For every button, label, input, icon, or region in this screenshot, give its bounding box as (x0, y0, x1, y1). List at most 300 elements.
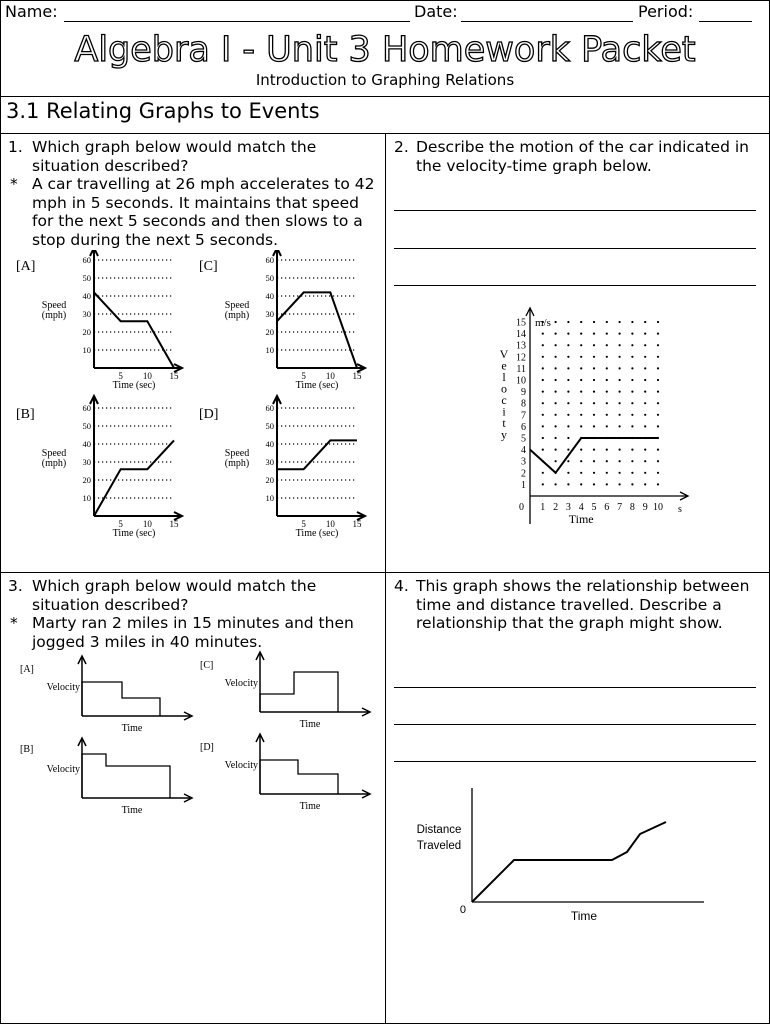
y-tick-label: 40 (265, 291, 274, 301)
grid-dot (555, 402, 557, 404)
grid-dot (619, 414, 621, 416)
grid-dot (542, 437, 544, 439)
q3-graph-B (20, 738, 192, 816)
grid-dot (593, 472, 595, 474)
grid-dot (631, 333, 633, 335)
grid-dot (619, 483, 621, 485)
y-tick-label: 10 (265, 345, 274, 355)
question-3 (8, 577, 378, 651)
y-axis-label-letter: t (502, 416, 506, 430)
grid-dot (619, 356, 621, 358)
y-tick-label: 60 (82, 403, 91, 413)
grid-dot (631, 472, 633, 474)
grid-dot (619, 321, 621, 323)
y-axis-label-letter: e (501, 358, 507, 373)
x-tick-label: 15 (352, 519, 362, 529)
grid-dot (657, 449, 659, 451)
grid-dot (644, 402, 646, 404)
grid-dot (580, 460, 582, 462)
y-tick-label: 50 (82, 273, 91, 283)
y-axis-label: Speed (224, 300, 250, 311)
y-tick-label: 13 (516, 340, 526, 352)
grid-dot (606, 414, 608, 416)
grid-dot (606, 391, 608, 393)
grid-dot (606, 472, 608, 474)
y-tick-label: 40 (265, 439, 274, 449)
grid-dot (606, 402, 608, 404)
grid-dot (593, 391, 595, 393)
y-tick-label: 7 (521, 410, 526, 422)
grid-dot (619, 344, 621, 346)
grid-dot (555, 425, 557, 427)
y-tick-label: 5 (521, 433, 526, 445)
y-tick-label: 3 (521, 456, 526, 468)
grid-dot (555, 344, 557, 346)
grid-dot (644, 425, 646, 427)
unit-label: m/s (535, 317, 551, 329)
q1-graphs (0, 250, 385, 550)
grid-dot (606, 425, 608, 427)
question-1 (8, 138, 378, 249)
grid-dot (644, 356, 646, 358)
y-tick-label: 20 (265, 475, 274, 485)
grid-dot (593, 367, 595, 369)
grid-dot (593, 321, 595, 323)
grid-dot (606, 333, 608, 335)
grid-dot (631, 367, 633, 369)
data-line (530, 438, 658, 473)
origin-label: 0 (519, 502, 524, 513)
x-axis-label: Time (sec) (295, 380, 339, 391)
grid-dot (631, 483, 633, 485)
grid-dot (555, 356, 557, 358)
name-field[interactable] (64, 21, 410, 22)
x-axis-label: Time (299, 719, 321, 730)
grid-dot (631, 391, 633, 393)
grid-dot (644, 344, 646, 346)
q2-answer-line-1[interactable] (394, 210, 756, 211)
grid-dot (644, 414, 646, 416)
q3-graphs (0, 648, 385, 828)
grid-dot (631, 344, 633, 346)
x-axis-label: Time (121, 723, 143, 734)
y-tick-label: 10 (265, 493, 274, 503)
grid-dot (567, 414, 569, 416)
q4-prompt: This graph shows the relationship between time and distance travelled. Describe a relationship that the graph might show. (416, 577, 750, 632)
x-tick-label: 3 (565, 502, 571, 513)
y-tick-label: 11 (516, 363, 526, 375)
y-tick-label: 20 (265, 327, 274, 337)
data-line (94, 440, 174, 516)
y-tick-label: 10 (516, 375, 526, 387)
y-tick-label: 14 (516, 329, 526, 341)
y-tick-label: 40 (82, 291, 91, 301)
grid-dot (542, 449, 544, 451)
x-tick-label: 5 (118, 371, 123, 381)
grid-dot (555, 333, 557, 335)
grid-dot (606, 356, 608, 358)
grid-dot (542, 356, 544, 358)
period-field[interactable] (699, 21, 752, 22)
step-line (82, 754, 170, 798)
x-tick-label: 5 (591, 502, 597, 513)
grid-dot (593, 344, 595, 346)
q2-number: 2. (394, 138, 409, 156)
grid-dot (580, 425, 582, 427)
q1-situation: A car travelling at 26 mph accelerates to 42 mph in 5 seconds. It maintains that speed for the next 5 seconds and then slows to a stop during the next 5 seconds. (32, 175, 375, 249)
x-unit-label: s (678, 504, 682, 515)
grid-dot (619, 449, 621, 451)
q3-bullet: * (10, 614, 18, 632)
grid-dot (606, 367, 608, 369)
page-subtitle: Introduction to Graphing Relations (255, 71, 515, 89)
x-axis-label: Time (sec) (112, 528, 156, 539)
q3-situation: Marty ran 2 miles in 15 minutes and then jogged 3 miles in 40 minutes. (32, 614, 354, 651)
grid-dot (593, 449, 595, 451)
grid-dot (580, 472, 582, 474)
y-tick-label: 30 (82, 309, 91, 319)
grid-dot (567, 402, 569, 404)
grid-dot (567, 356, 569, 358)
grid-dot (619, 460, 621, 462)
grid-dot (644, 367, 646, 369)
grid-dot (606, 344, 608, 346)
y-tick-label: 1 (521, 479, 526, 491)
divider-header (0, 96, 770, 97)
x-axis-label: Time (sec) (295, 528, 339, 539)
x-tick-label: 8 (629, 502, 635, 513)
grid-dot (657, 402, 659, 404)
grid-dot (567, 425, 569, 427)
q4-answer-line-3[interactable] (394, 761, 756, 762)
grid-dot (593, 402, 595, 404)
q1-number: 1. (8, 138, 23, 156)
grid-dot (580, 391, 582, 393)
data-line (277, 292, 357, 368)
y-tick-label: 9 (521, 387, 526, 399)
grid-dot (619, 391, 621, 393)
grid-dot (606, 483, 608, 485)
grid-dot (567, 437, 569, 439)
step-line (260, 760, 338, 794)
q1-prompt: Which graph below would match the situation described? (32, 138, 317, 175)
y-axis-label: Velocity (46, 682, 80, 693)
grid-dot (631, 414, 633, 416)
grid-dot (542, 391, 544, 393)
grid-dot (555, 379, 557, 381)
grid-dot (644, 449, 646, 451)
grid-dot (644, 391, 646, 393)
y-axis-label: Velocity (224, 760, 258, 771)
x-tick-label: 10 (142, 371, 152, 381)
x-axis-label: Time (121, 805, 143, 816)
grid-dot (567, 333, 569, 335)
y-axis-label: (mph) (224, 458, 250, 469)
y-tick-label: 30 (265, 309, 274, 319)
grid-dot (606, 379, 608, 381)
grid-dot (657, 414, 659, 416)
grid-dot (619, 333, 621, 335)
grid-dot (567, 367, 569, 369)
y-tick-label: 60 (265, 403, 274, 413)
grid-dot (567, 321, 569, 323)
grid-dot (567, 449, 569, 451)
grid-dot (657, 344, 659, 346)
grid-dot (542, 333, 544, 335)
x-tick-label: 10 (653, 502, 663, 513)
q3-graph-C (200, 652, 370, 730)
grid-dot (542, 472, 544, 474)
q2-answer-line-2[interactable] (394, 248, 756, 249)
grid-dot (555, 449, 557, 451)
y-axis-label-letter: i (502, 404, 506, 419)
x-tick-label: 10 (325, 371, 335, 381)
grid-dot (567, 391, 569, 393)
grid-dot (631, 425, 633, 427)
grid-dot (606, 449, 608, 451)
grid-dot (619, 402, 621, 404)
y-axis-label-letter: l (502, 370, 506, 384)
y-axis-label-letter: c (501, 393, 507, 407)
x-tick-label: 15 (352, 371, 362, 381)
grid-dot (593, 483, 595, 485)
y-tick-label: 50 (265, 421, 274, 431)
y-axis-label: (mph) (224, 310, 250, 321)
q3-prompt: Which graph below would match the situation described? (32, 577, 317, 614)
q1-graph-A (16, 250, 182, 391)
grid-dot (542, 402, 544, 404)
grid-dot (567, 344, 569, 346)
grid-dot (631, 356, 633, 358)
q3-graph-label: [D] (200, 742, 214, 753)
grid-dot (593, 414, 595, 416)
grid-dot (542, 483, 544, 485)
grid-dot (555, 321, 557, 323)
grid-dot (644, 460, 646, 462)
q1-graph-label: [D] (199, 407, 219, 422)
y-tick-label: 60 (82, 255, 91, 265)
y-tick-label: 12 (516, 352, 526, 364)
q4-number: 4. (394, 577, 409, 595)
grid-dot (542, 379, 544, 381)
period-label: Period: (638, 2, 694, 21)
x-axis-label: Time (sec) (112, 380, 156, 391)
x-tick-label: 15 (169, 519, 179, 529)
grid-dot (555, 437, 557, 439)
grid-dot (593, 356, 595, 358)
grid-dot (657, 425, 659, 427)
grid-dot (619, 367, 621, 369)
grid-dot (644, 333, 646, 335)
q1-graph-label: [B] (16, 407, 35, 422)
section-heading: 3.1 Relating Graphs to Events (6, 99, 320, 123)
x-axis-label: Time (568, 512, 594, 526)
y-axis-label-letter: V (499, 347, 509, 361)
grid-dot (567, 379, 569, 381)
y-axis-label: Velocity (224, 678, 258, 689)
grid-dot (593, 379, 595, 381)
grid-dot (580, 379, 582, 381)
grid-dot (542, 344, 544, 346)
q1-graph-label: [C] (199, 259, 218, 274)
grid-dot (593, 460, 595, 462)
grid-dot (580, 356, 582, 358)
grid-dot (555, 414, 557, 416)
x-axis-label: Time (299, 801, 321, 812)
q1-graph-label: [A] (16, 259, 36, 274)
data-line (277, 440, 357, 469)
question-4 (394, 577, 762, 633)
x-tick-label: 10 (325, 519, 335, 529)
x-tick-label: 10 (142, 519, 152, 529)
grid-dot (542, 414, 544, 416)
y-tick-label: 15 (516, 317, 526, 329)
grid-dot (567, 472, 569, 474)
q4-answer-line-1[interactable] (394, 687, 756, 688)
data-line (94, 292, 174, 368)
y-tick-label: 20 (82, 475, 91, 485)
step-line (260, 672, 338, 712)
y-axis-label: Distance (416, 824, 462, 836)
x-tick-label: 15 (169, 371, 179, 381)
grid-dot (657, 483, 659, 485)
q3-graph-A (20, 656, 192, 734)
y-tick-label: 10 (82, 345, 91, 355)
y-tick-label: 50 (82, 421, 91, 431)
x-tick-label: 7 (617, 502, 623, 513)
y-axis-label: (mph) (41, 458, 67, 469)
grid-dot (619, 379, 621, 381)
grid-dot (657, 391, 659, 393)
grid-dot (644, 472, 646, 474)
date-field[interactable] (461, 21, 633, 22)
grid-dot (580, 449, 582, 451)
x-tick-label: 1 (540, 502, 546, 513)
grid-dot (606, 321, 608, 323)
grid-dot (542, 367, 544, 369)
grid-dot (631, 460, 633, 462)
grid-dot (580, 344, 582, 346)
grid-dot (644, 483, 646, 485)
grid-dot (657, 321, 659, 323)
x-tick-label: 5 (118, 519, 123, 529)
origin-label: 0 (459, 904, 466, 916)
y-tick-label: 2 (521, 468, 526, 480)
step-line (82, 682, 160, 716)
y-tick-label: 6 (521, 421, 526, 433)
grid-dot (555, 367, 557, 369)
date-label: Date: (414, 2, 458, 21)
q1-bullet: * (10, 175, 18, 193)
grid-dot (644, 379, 646, 381)
grid-dot (580, 333, 582, 335)
y-axis-label: Speed (224, 448, 250, 459)
y-tick-label: 10 (82, 493, 91, 503)
grid-dot (580, 321, 582, 323)
grid-dot (555, 391, 557, 393)
x-tick-label: 2 (553, 502, 559, 513)
page-title: Algebra I - Unit 3 Homework Packet (74, 30, 696, 70)
x-tick-label: 9 (642, 502, 648, 513)
grid-dot (631, 402, 633, 404)
q3-graph-label: [A] (20, 664, 34, 675)
grid-dot (593, 425, 595, 427)
grid-dot (631, 321, 633, 323)
grid-dot (644, 321, 646, 323)
grid-dot (555, 460, 557, 462)
divider-column (385, 133, 386, 1024)
q1-graph-B (16, 396, 182, 539)
x-tick-label: 5 (301, 371, 306, 381)
q2-prompt: Describe the motion of the car indicated in the velocity-time graph below. (416, 138, 749, 175)
y-tick-label: 20 (82, 327, 91, 337)
q1-graph-D (199, 396, 365, 539)
q3-graph-label: [C] (200, 660, 214, 671)
grid-dot (619, 425, 621, 427)
grid-dot (567, 483, 569, 485)
question-2 (394, 138, 762, 175)
grid-dot (593, 333, 595, 335)
y-tick-label: 4 (521, 445, 526, 457)
y-tick-label: 60 (265, 255, 274, 265)
x-tick-label: 6 (604, 502, 610, 513)
grid-dot (606, 460, 608, 462)
grid-dot (580, 483, 582, 485)
q4-answer-line-2[interactable] (394, 724, 756, 725)
grid-dot (657, 356, 659, 358)
y-axis-label: (mph) (41, 310, 67, 321)
grid-dot (631, 449, 633, 451)
y-tick-label: 30 (82, 457, 91, 467)
grid-dot (657, 472, 659, 474)
q3-graph-label: [B] (20, 744, 34, 755)
grid-dot (580, 367, 582, 369)
grid-dot (631, 379, 633, 381)
grid-dot (580, 414, 582, 416)
y-axis-label: Speed (41, 300, 67, 311)
y-axis-label-letter: y (501, 427, 507, 442)
q3-graph-D (200, 734, 370, 812)
grid-dot (567, 460, 569, 462)
q2-velocity-graph (490, 290, 690, 540)
grid-dot (619, 472, 621, 474)
y-tick-label: 30 (265, 457, 274, 467)
y-axis-label: Traveled (416, 840, 462, 852)
q3-number: 3. (8, 577, 23, 595)
y-axis-label: Speed (41, 448, 67, 459)
grid-dot (580, 402, 582, 404)
y-tick-label: 40 (82, 439, 91, 449)
q1-graph-C (199, 250, 365, 391)
x-axis-label: Time (570, 909, 598, 923)
q2-answer-line-3[interactable] (394, 285, 756, 286)
y-tick-label: 8 (521, 398, 526, 410)
grid-dot (542, 425, 544, 427)
distance-line (472, 822, 666, 902)
grid-dot (657, 460, 659, 462)
grid-dot (657, 333, 659, 335)
q4-distance-graph (400, 780, 720, 930)
y-tick-label: 50 (265, 273, 274, 283)
grid-dot (657, 379, 659, 381)
name-label: Name: (5, 2, 58, 21)
x-tick-label: 4 (578, 502, 584, 513)
grid-dot (555, 483, 557, 485)
y-axis-label: Velocity (46, 764, 80, 775)
y-axis-label-letter: o (501, 381, 507, 396)
grid-dot (657, 367, 659, 369)
x-tick-label: 5 (301, 519, 306, 529)
